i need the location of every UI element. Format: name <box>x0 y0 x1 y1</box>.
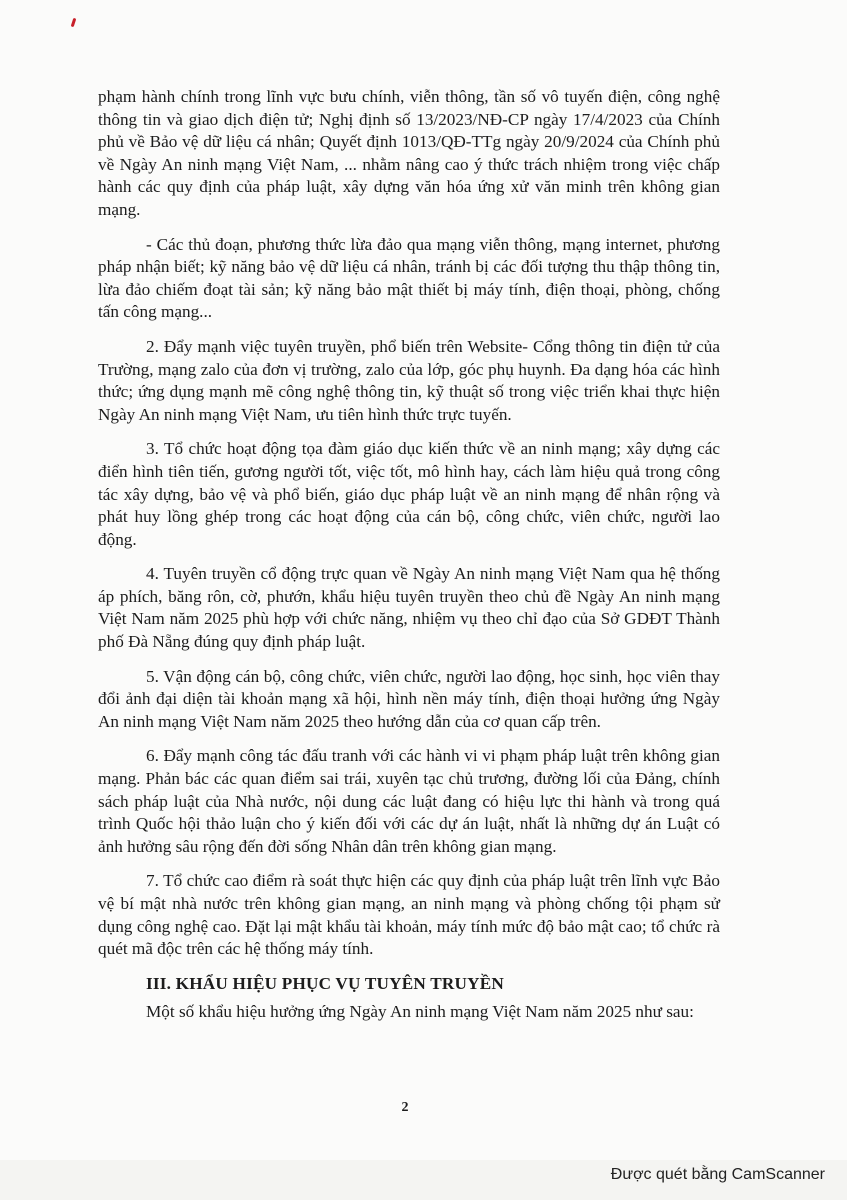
paragraph-item-3: 3. Tổ chức hoạt động tọa đàm giáo dục kiến thức về an ninh mạng; xây dựng các điển hình tiên tiến, gương người tốt, việc tốt, mô hình hay, cách làm hiệu quả trong công tác xây dựng, bảo vệ và phổ biến, giáo dục pháp luật về an ninh mạng để nhân rộng và phát huy lồng ghép trong các hoạt động của cán bộ, công chức, viên chức, người lao động. <box>98 439 720 549</box>
paragraph-item-4: 4. Tuyên truyền cổ động trực quan về Ngày An ninh mạng Việt Nam qua hệ thống áp phích, băng rôn, cờ, phướn, khẩu hiệu tuyên truyền theo chủ đề Ngày An ninh mạng Việt Nam năm 2025 phù hợp với chức năng, nhiệm vụ theo chỉ đạo của Sở GDĐT Thành phố Đà Nẵng đúng quy định pháp luật. <box>98 564 720 652</box>
scanner-watermark: Được quét bằng CamScanner <box>610 1166 825 1183</box>
paragraph-item-5: 5. Vận động cán bộ, công chức, viên chức, người lao động, học sinh, học viên thay đổi ảnh đại diện tài khoản mạng xã hội, hình nền máy tính, điện thoại hưởng ứng Ngày An ninh mạng Việt Nam năm 2025 theo hướng dẫn của cơ quan cấp trên. <box>98 666 720 731</box>
page-number: 2 <box>401 1100 409 1115</box>
paragraph-item-2: 2. Đẩy mạnh việc tuyên truyền, phổ biến trên Website- Cổng thông tin điện tử của Trường, mạng zalo của đơn vị trường, zalo của lớp, góc phụ huynh. Đa dạng hóa các hình thức; ứng dụng mạnh mẽ công nghệ thông tin, kỹ thuật số trong việc triển khai thực hiện Ngày An ninh mạng Việt Nam, ưu tiên hình thức trực tuyến. <box>98 336 720 424</box>
section-intro: Một số khẩu hiệu hưởng ứng Ngày An ninh mạng Việt Nam năm 2025 như sau: <box>146 1002 694 1022</box>
paragraph-continuation: phạm hành chính trong lĩnh vực bưu chính, viễn thông, tần số vô tuyến điện, công nghệ thông tin và giao dịch điện tử; Nghị định số 13/2023/NĐ-CP ngày 17/4/2023 của Chính phủ về Bảo vệ dữ liệu cá nhân; Quyết định 1013/QĐ-TTg ngày 20/9/2024 của Chính phủ về Ngày An ninh mạng Việt Nam, ... nhằm nâng cao ý thức trách nhiệm trong việc chấp hành các quy định của pháp luật, xây dựng văn hóa ứng xử văn minh trên không gian mạng. <box>98 87 720 219</box>
paragraph-item-7: 7. Tổ chức cao điểm rà soát thực hiện các quy định của pháp luật trên lĩnh vực Bảo vệ bí mật nhà nước trên không gian mạng, an ninh mạng và phòng chống tội phạm sử dụng công nghệ cao. Đặt lại mật khẩu tài khoản, máy tính mức độ bảo mật cao; tổ chức rà quét mã độc trên các hệ thống máy tính. <box>98 871 720 959</box>
section-heading: III. KHẨU HIỆU PHỤC VỤ TUYÊN TRUYỀN <box>146 973 504 993</box>
document-body <box>98 86 720 1024</box>
paragraph-scam-methods: - Các thủ đoạn, phương thức lừa đảo qua mạng viễn thông, mạng internet, phương pháp nhận biết; kỹ năng bảo vệ dữ liệu cá nhân, tránh bị các đối tượng thu thập thông tin, lừa đảo chiếm đoạt tài sản; kỹ năng bảo mật thiết bị máy tính, điện thoại, phòng, chống tấn công mạng... <box>98 234 720 322</box>
red-pen-mark <box>71 18 77 27</box>
paragraph-item-6: 6. Đẩy mạnh công tác đấu tranh với các hành vi vi phạm pháp luật trên không gian mạng. Phản bác các quan điểm sai trái, xuyên tạc chủ trương, đường lối của Đảng, chính sách pháp luật của Nhà nước, nội dung các luật đang có hiệu lực thi hành và trong quá trình Quốc hội thảo luận cho ý kiến đối với các dự án luật, nhất là những dự án Luật có ảnh hưởng sâu rộng đến đời sống Nhân dân trên không gian mạng. <box>98 746 720 856</box>
